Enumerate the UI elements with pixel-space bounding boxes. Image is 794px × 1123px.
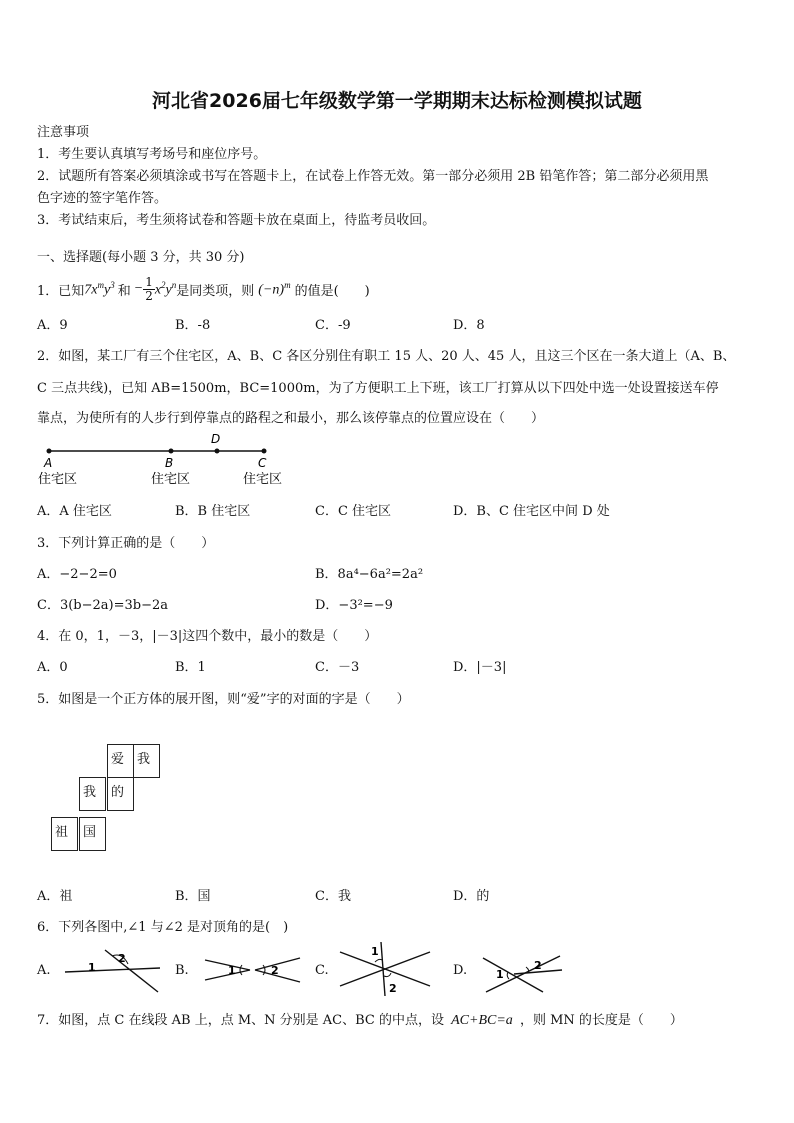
q1-mid: 是同类项，则 bbox=[176, 283, 255, 299]
q7-pre: 7．如图，点 C 在线段 AB 上，点 M、N 分别是 AC、BC 的中点，设 bbox=[37, 1013, 444, 1028]
angle-1-label: 1 bbox=[496, 968, 504, 981]
angle-1-label: 1 bbox=[228, 964, 236, 977]
q3-option-d[interactable]: D．−3²=−9 bbox=[315, 598, 393, 613]
q3-option-c[interactable]: C．3(b−2a)=3b−2a bbox=[37, 598, 168, 613]
question-1-stem bbox=[37, 272, 370, 306]
q4-option-b[interactable]: B．1 bbox=[175, 660, 206, 675]
q2-option-a[interactable]: A．A 住宅区 bbox=[37, 504, 112, 519]
q2-line-3: 靠点，为使所有的人步行到停靠点的路程之和最小，那么该停靠点的位置应设在（ ） bbox=[37, 411, 545, 426]
net-cell-zu: 祖 bbox=[51, 817, 78, 851]
q1-term1: $7x^my^3$ bbox=[84, 279, 115, 298]
angle-2-label: 2 bbox=[534, 959, 542, 972]
q1-term2: $x^2y^n$ bbox=[154, 279, 177, 298]
net-cell-wo-2: 我 bbox=[79, 777, 106, 811]
point-c bbox=[262, 449, 267, 454]
q1-and: 和 bbox=[117, 283, 131, 299]
area-name-b: 住宅区 bbox=[151, 472, 191, 487]
q1-fraction: $\frac{1}{2}$ bbox=[145, 274, 153, 303]
q2-option-d[interactable]: D．B、C 住宅区中间 D 处 bbox=[453, 504, 610, 519]
q2-figure bbox=[30, 428, 310, 490]
q6-option-a[interactable]: A. bbox=[37, 963, 51, 978]
angle-2-label: 2 bbox=[118, 952, 126, 965]
label-a: A bbox=[44, 456, 53, 470]
q1-option-a[interactable]: A．9 bbox=[37, 318, 68, 333]
q3-stem: 3．下列计算正确的是（ ） bbox=[37, 536, 215, 551]
section-heading: 一、选择题(每小题 3 分，共 30 分) bbox=[37, 250, 245, 265]
q7-stem bbox=[37, 1009, 683, 1029]
q5-option-a[interactable]: A．祖 bbox=[37, 889, 73, 904]
q4-option-c[interactable]: C．－3 bbox=[315, 660, 360, 675]
q5-stem: 5．如图是一个正方体的展开图，则“爱”字的对面的字是（ ） bbox=[37, 692, 410, 707]
net-cell-wo-1: 我 bbox=[133, 744, 160, 778]
q4-option-d[interactable]: D．|－3| bbox=[453, 660, 507, 675]
net-cell-ai: 爱 bbox=[107, 744, 134, 778]
q5-option-d[interactable]: D．的 bbox=[453, 889, 490, 904]
q6-stem: 6．下列各图中,∠1 与∠2 是对顶角的是( ) bbox=[37, 920, 289, 935]
angle-2-label: 2 bbox=[389, 982, 397, 995]
q7-expr: AC+BC=a bbox=[451, 1013, 513, 1028]
note-line-4: 3．考试结束后，考生须将试卷和答题卡放在桌面上，待监考员收回。 bbox=[37, 213, 436, 228]
q1-post: 的值是( ) bbox=[294, 283, 370, 299]
label-b: B bbox=[165, 456, 174, 470]
q6-option-d[interactable]: D. bbox=[453, 963, 468, 978]
q2-line-1: 2．如图，某工厂有三个住宅区，A、B、C 各区分别住有职工 15 人、20 人、45 人，且这三个区在一条大道上（A、B、 bbox=[37, 349, 736, 364]
q5-option-b[interactable]: B．国 bbox=[175, 889, 211, 904]
point-b bbox=[169, 449, 174, 454]
q3-option-b[interactable]: B．8a⁴−6a²=2a² bbox=[315, 567, 424, 582]
q1-option-b[interactable]: B．-8 bbox=[175, 318, 211, 333]
q1-neg: − bbox=[133, 281, 144, 296]
net-cell-guo: 国 bbox=[79, 817, 106, 851]
q6-option-c[interactable]: C. bbox=[315, 963, 329, 978]
q1-option-c[interactable]: C．-9 bbox=[315, 318, 351, 333]
q6-figure-c[interactable] bbox=[335, 940, 435, 998]
q4-stem: 4．在 0，1，－3，|－3|这四个数中，最小的数是（ ） bbox=[37, 629, 378, 644]
q6-figure-b[interactable] bbox=[200, 950, 305, 990]
q3-option-a[interactable]: A．−2−2=0 bbox=[37, 567, 117, 582]
notes-heading: 注意事项 bbox=[37, 125, 90, 140]
note-line-1: 1．考生要认真填写考场号和座位序号。 bbox=[37, 147, 267, 162]
label-c: C bbox=[258, 456, 267, 470]
angle-1-label: 1 bbox=[371, 945, 379, 958]
q4-option-a[interactable]: A．0 bbox=[37, 660, 68, 675]
q1-option-d[interactable]: D．8 bbox=[453, 318, 485, 333]
q6-figure-d[interactable] bbox=[478, 944, 568, 996]
point-d bbox=[215, 449, 220, 454]
note-line-3: 色字迹的签字笔作答。 bbox=[37, 191, 168, 206]
q2-line-2: C 三点共线)，已知 AB=1500m，BC=1000m，为了方便职工上下班，该工厂打算从以下四处中选一处设置接送车停 bbox=[37, 381, 719, 396]
angle-2-label: 2 bbox=[271, 964, 279, 977]
note-line-2: 2．试题所有答案必须填涂或书写在答题卡上，在试卷上作答无效。第一部分必须用 2B 铅笔作答；第二部分必须用黑 bbox=[37, 169, 709, 184]
q5-option-c[interactable]: C．我 bbox=[315, 889, 351, 904]
q2-option-c[interactable]: C．C 住宅区 bbox=[315, 504, 392, 519]
page-title: 河北省2026届七年级数学第一学期期末达标检测模拟试题 bbox=[152, 90, 642, 112]
q2-option-b[interactable]: B．B 住宅区 bbox=[175, 504, 251, 519]
label-d: D bbox=[211, 432, 221, 446]
angle-1-label: 1 bbox=[88, 961, 96, 974]
q6-figure-a[interactable] bbox=[60, 944, 165, 996]
q6-option-b[interactable]: B. bbox=[175, 963, 189, 978]
point-a bbox=[47, 449, 52, 454]
q7-post: ，则 MN 的长度是（ ） bbox=[519, 1013, 683, 1028]
q1-expr: $(-n)^m$ bbox=[258, 279, 291, 298]
area-name-a: 住宅区 bbox=[38, 472, 78, 487]
q1-pre: 1．已知 bbox=[37, 283, 85, 299]
area-name-c: 住宅区 bbox=[243, 472, 283, 487]
net-cell-de: 的 bbox=[107, 777, 134, 811]
